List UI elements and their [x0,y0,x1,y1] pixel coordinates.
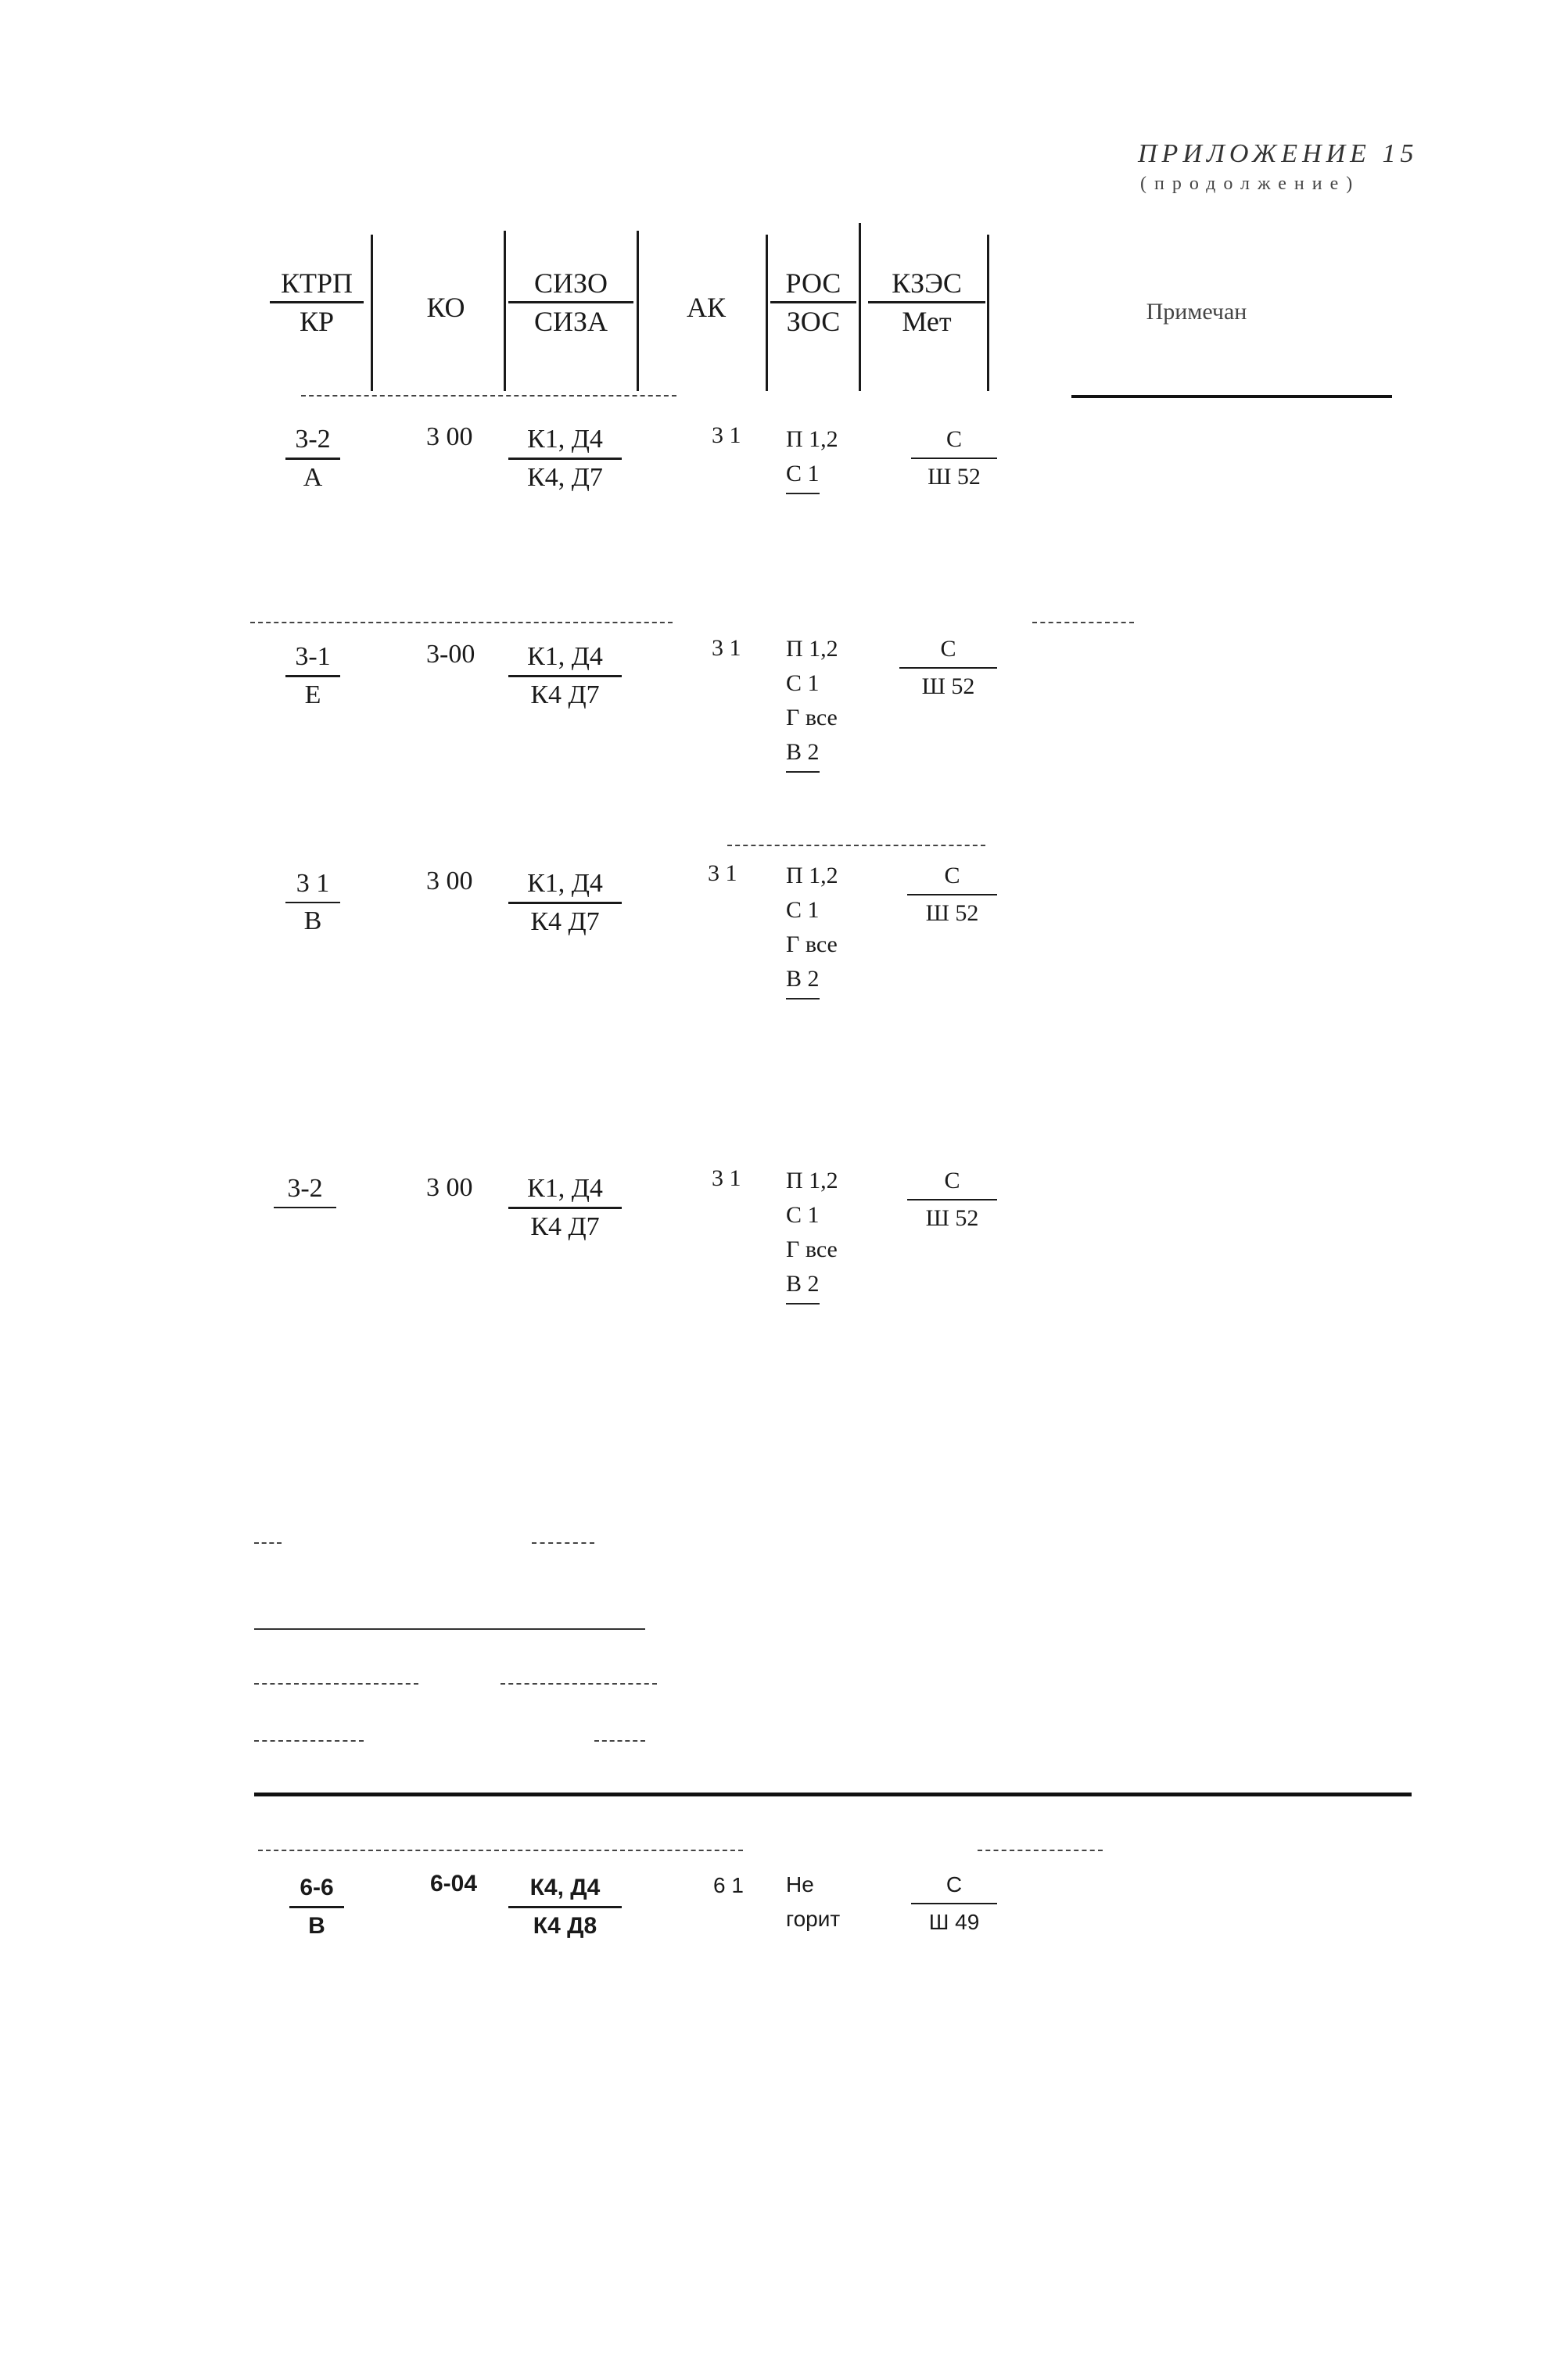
header-ktrp-kr [270,266,364,339]
row3-ros-line: С 1 [786,897,820,923]
row5-ros [786,1868,840,1936]
header-sizo-siza [508,266,633,339]
row3-ros-line: Г все [786,931,838,957]
row4-ros-line: П 1,2 [786,1168,838,1193]
header-rule-left [301,395,676,398]
row-separator [1032,622,1134,625]
row1-kzes: С [945,426,962,452]
row2-ros-line: Г все [786,705,838,730]
row3-kr: В [303,906,322,935]
row2-ros-line: П 1,2 [786,636,838,662]
row2-ktrp-kr [285,640,340,712]
row2-kzes-met [899,632,997,704]
row1-kzes-met [911,422,997,494]
header-ko: КО [426,292,465,323]
row1-kr: А [303,463,323,492]
row5-ktrp-bar [289,1906,344,1908]
col-divider-2 [504,231,506,391]
row5-ko: 6-04 [430,1871,478,1897]
row3-kzes-bar [907,894,997,895]
row4-ros [786,1164,838,1305]
row1-sizo-siza [508,422,622,495]
row5-ros-line: Не [786,1872,814,1897]
row2-siza: К4 Д7 [530,680,600,709]
row2-ros [786,632,838,773]
appendix-subtitle: (продолжение) [1140,174,1361,194]
faint-rule [594,1740,645,1743]
col-divider-6 [987,235,989,391]
row3-sizo-bar [508,902,622,904]
row5-kzes-bar [911,1903,997,1904]
row5-ktrp: 6-6 [300,1875,334,1900]
row2-ktrp-bar [285,675,340,677]
row3-ros [786,859,838,999]
row4-kzes: С [944,1168,960,1193]
faint-rule [254,1683,418,1686]
section-rule [254,1793,1412,1796]
header-sizo-bar [508,301,633,303]
row4-sizo-bar [508,1207,622,1209]
header-zos: ЗОС [786,306,841,337]
row4-kzes-bar [907,1199,997,1200]
row2-ko: 3-00 [426,640,475,669]
row4-ktrp: 3-2 [287,1174,323,1203]
row5-kzes-met [911,1868,997,1940]
row5-ros-line: горит [786,1907,841,1931]
row3-ktrp-bar [285,902,340,903]
row1-ktrp-bar [285,458,340,460]
row2-ros-line: В 2 [786,735,820,773]
row5-sizo-siza [508,1871,622,1943]
col-divider-4 [766,235,768,391]
row1-sizo: К1, Д4 [527,425,603,454]
row4-ktrp-kr [274,1172,336,1209]
row3-siza: К4 Д7 [530,907,600,936]
row1-kzes-bar [911,458,997,459]
row1-ros-line: С 1 [786,457,820,494]
row2-ak: 3 1 [712,635,741,661]
row1-siza: К4, Д7 [527,463,603,492]
col-divider-3 [637,231,639,391]
row4-ros-line: В 2 [786,1267,820,1305]
row5-ktrp-kr [289,1871,344,1943]
row3-ktrp: 3 1 [296,869,330,898]
row3-sizo: К1, Д4 [527,869,603,898]
row1-ko: 3 00 [426,422,473,451]
row4-met: Ш 52 [925,1205,979,1231]
row3-met: Ш 52 [925,900,979,926]
faint-rule [501,1683,657,1686]
row2-kzes-bar [899,667,997,669]
row4-sizo-siza [508,1172,622,1244]
header-siza: СИЗА [533,306,608,337]
row5-ak: 6 1 [713,1873,744,1897]
row4-kzes-met [907,1164,997,1236]
row4-sizo: К1, Д4 [527,1174,603,1203]
appendix-title: ПРИЛОЖЕНИЕ 15 [1138,139,1419,168]
row3-ak: 3 1 [708,860,737,886]
header-kzes: КЗЭС [892,267,962,299]
row4-ktrp-bar [274,1207,336,1208]
header-ak: АК [686,292,726,323]
row2-sizo-bar [508,675,622,677]
row3-sizo-siza [508,867,622,939]
row1-ak: 3 1 [712,422,741,448]
col-divider-5 [859,223,861,391]
header-ktrp-bar [270,301,364,303]
row2-ktrp: 3-1 [295,642,331,671]
row4-ko: 3 00 [426,1173,473,1202]
row5-met: Ш 49 [928,1910,980,1934]
row1-ktrp: 3-2 [295,425,331,454]
header-kr: КР [299,306,335,337]
header-ros: РОС [785,267,841,299]
header-ktrp: КТРП [280,267,353,299]
faint-rule [978,1850,1103,1853]
row5-siza: К4 Д8 [533,1913,597,1939]
row3-ko: 3 00 [426,867,473,895]
row2-sizo: К1, Д4 [527,642,603,671]
row3-kzes-met [907,859,997,931]
row5-kr: В [308,1913,325,1939]
row1-ktrp-kr [285,422,340,495]
row4-siza: К4 Д7 [530,1212,600,1241]
header-ros-bar [770,301,856,303]
row4-ak: 3 1 [712,1165,741,1191]
header-sizo: СИЗО [533,267,608,299]
row5-sizo-bar [508,1906,622,1908]
row3-ros-line: П 1,2 [786,863,838,888]
row1-met: Ш 52 [928,464,981,490]
header-met: Мет [902,306,952,337]
row3-ktrp-kr [285,867,340,938]
row4-ros-line: Г все [786,1236,838,1262]
row-separator [727,845,985,848]
row-separator [250,622,673,625]
header-kzes-met [868,266,985,339]
row5-sizo: К4, Д4 [529,1875,601,1900]
row1-sizo-bar [508,458,622,460]
row1-ros-line: П 1,2 [786,426,838,452]
faint-rule [254,1740,364,1743]
row1-ros [786,422,838,494]
header-ros-zos [770,266,856,339]
header-note: Примечан [1146,299,1247,325]
header-kzes-bar [868,301,985,303]
faint-rule [258,1850,743,1853]
faint-rule [254,1542,282,1545]
row2-kzes: С [940,636,956,662]
row3-ros-line: В 2 [786,962,820,999]
header-rule-right [1071,395,1392,398]
row5-kzes: С [945,1872,963,1897]
row2-met: Ш 52 [921,673,975,699]
row2-kr: Е [304,680,321,709]
row4-ros-line: С 1 [786,1202,820,1228]
faint-rule [254,1628,645,1630]
row2-ros-line: С 1 [786,670,820,696]
col-divider-1 [371,235,373,391]
faint-rule [532,1542,594,1545]
row2-sizo-siza [508,640,622,712]
row3-kzes: С [944,863,960,888]
